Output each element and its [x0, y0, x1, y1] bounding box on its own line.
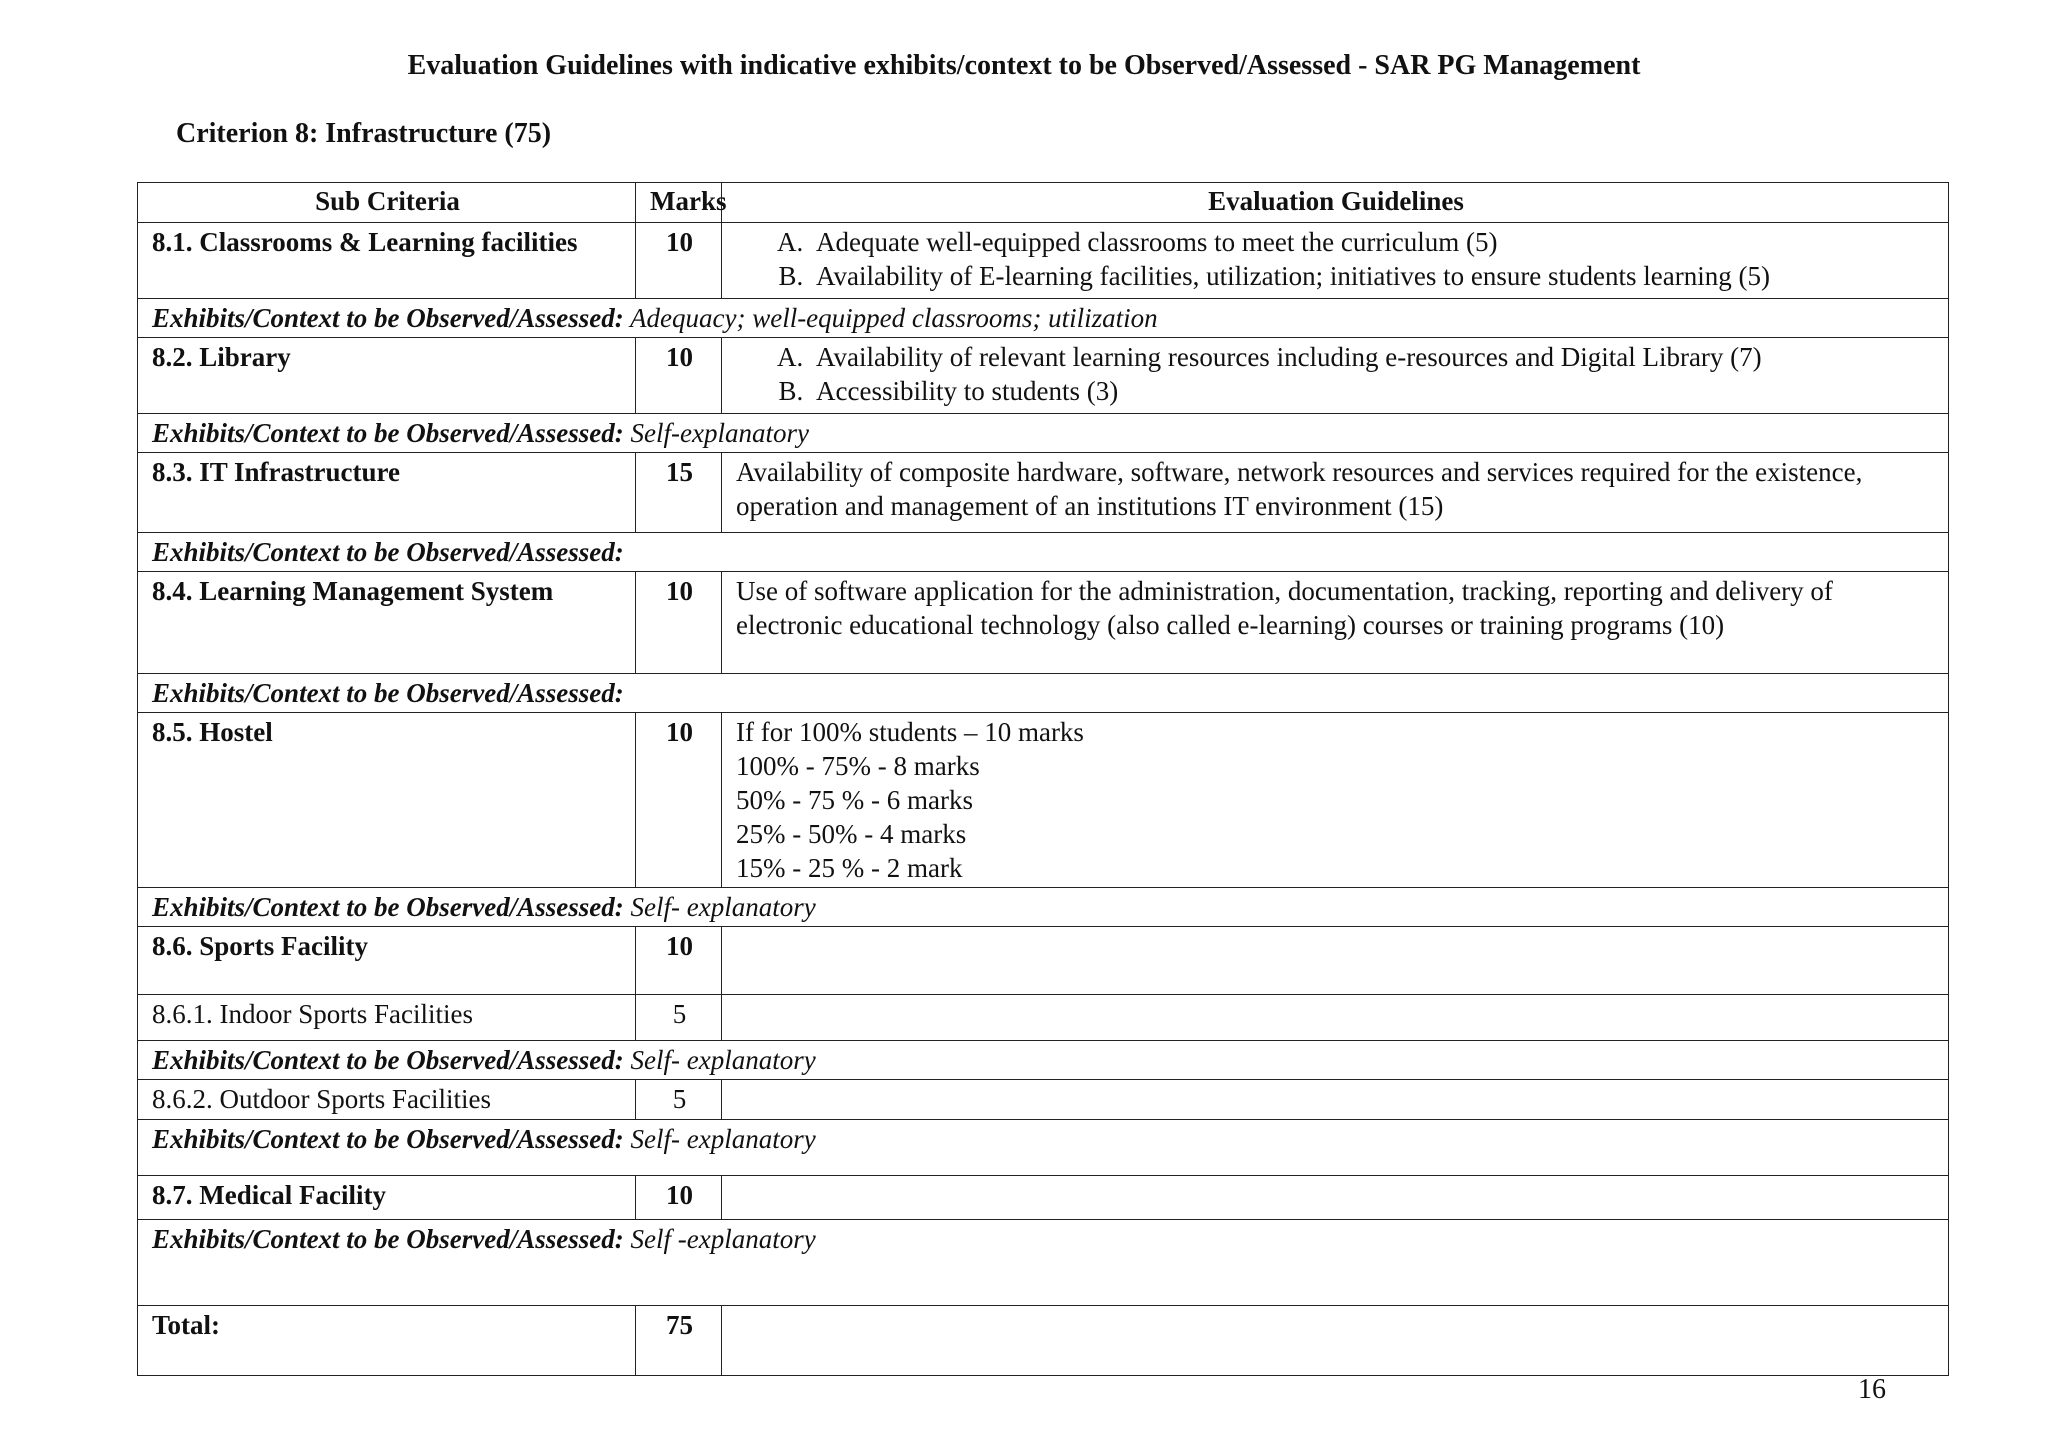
- exhibit-label: Exhibits/Context to be Observed/Assessed:: [152, 1124, 624, 1154]
- criterion-heading: Criterion 8: Infrastructure (75): [176, 118, 552, 149]
- guidelines-cell: [722, 338, 1949, 414]
- guidelines-list: [736, 225, 1936, 293]
- exhibit-row: [138, 1120, 1949, 1176]
- exhibit-row: [138, 1220, 1949, 1306]
- exhibit-text: Self- explanatory: [623, 1045, 816, 1075]
- table-row: [138, 338, 1949, 414]
- marks-cell: 10: [636, 927, 722, 995]
- guideline-line: 25% - 50% - 4 marks: [736, 819, 967, 849]
- table-row: [138, 1176, 1949, 1220]
- guidelines-cell: [722, 1306, 1949, 1376]
- exhibit-label: Exhibits/Context to be Observed/Assessed:: [152, 418, 624, 448]
- marks-cell: 10: [636, 572, 722, 674]
- exhibit-text: Self- explanatory: [623, 1124, 816, 1154]
- exhibit-label: Exhibits/Context to be Observed/Assessed:: [152, 678, 624, 708]
- evaluation-table: [137, 182, 1949, 1376]
- total-row: [138, 1306, 1949, 1376]
- table-row: [138, 995, 1949, 1041]
- exhibit-row: [138, 674, 1949, 713]
- table-row: [138, 1080, 1949, 1120]
- exhibit-text: Self- explanatory: [623, 892, 816, 922]
- exhibit-text: Self-explanatory: [623, 418, 809, 448]
- header-sub-criteria: Sub Criteria: [138, 183, 636, 223]
- marks-cell: 10: [636, 223, 722, 299]
- guidelines-cell: [722, 1080, 1949, 1120]
- total-marks: 75: [636, 1306, 722, 1376]
- guideline-line: 15% - 25 % - 2 mark: [736, 853, 963, 883]
- exhibit-cell: [138, 299, 1949, 338]
- total-label: Total:: [138, 1306, 636, 1376]
- table-row: [138, 223, 1949, 299]
- guidelines-cell: [722, 713, 1949, 888]
- table-row: [138, 927, 1949, 995]
- exhibit-row: [138, 888, 1949, 927]
- sub-criteria-cell: 8.2. Library: [138, 338, 636, 414]
- sub-criteria-cell: 8.5. Hostel: [138, 713, 636, 888]
- guideline-item: A. Availability of relevant learning resources including e-resources and Digital Library (7): [810, 340, 1936, 374]
- guideline-item: A. Adequate well-equipped classrooms to meet the curriculum (5): [810, 225, 1936, 259]
- exhibit-label: Exhibits/Context to be Observed/Assessed:: [152, 537, 624, 567]
- exhibit-cell: [138, 888, 1949, 927]
- exhibit-cell: [138, 1220, 1949, 1306]
- table-row: [138, 713, 1949, 888]
- document-title: Evaluation Guidelines with indicative exhibits/context to be Observed/Assessed - SAR PG Management: [407, 50, 1641, 81]
- exhibit-label: Exhibits/Context to be Observed/Assessed:: [152, 892, 624, 922]
- table-header-row: [138, 183, 1949, 223]
- guidelines-cell: [722, 223, 1949, 299]
- marks-cell: 10: [636, 1176, 722, 1220]
- sub-criteria-cell: 8.6.2. Outdoor Sports Facilities: [138, 1080, 636, 1120]
- exhibit-label: Exhibits/Context to be Observed/Assessed:: [152, 1045, 624, 1075]
- sub-criteria-cell: 8.4. Learning Management System: [138, 572, 636, 674]
- exhibit-text: Self -explanatory: [623, 1224, 816, 1254]
- guidelines-cell: Use of software application for the administration, documentation, tracking, reporting and delivery of electronic educational technology (also called e-learning) courses or training programs (10): [722, 572, 1949, 674]
- marks-cell: 15: [636, 453, 722, 533]
- marks-cell: 5: [636, 995, 722, 1041]
- exhibit-row: [138, 414, 1949, 453]
- sub-criteria-cell: 8.3. IT Infrastructure: [138, 453, 636, 533]
- sub-criteria-cell: 8.1. Classrooms & Learning facilities: [138, 223, 636, 299]
- marks-cell: 10: [636, 338, 722, 414]
- exhibit-row: [138, 533, 1949, 572]
- guidelines-cell: Availability of composite hardware, software, network resources and services required for the existence, operation and management of an institutions IT environment (15): [722, 453, 1949, 533]
- guidelines-cell: [722, 995, 1949, 1041]
- header-evaluation-guidelines: Evaluation Guidelines: [722, 183, 1949, 223]
- exhibit-row: [138, 1041, 1949, 1080]
- table-row: [138, 453, 1949, 533]
- exhibit-label: Exhibits/Context to be Observed/Assessed:: [152, 1224, 624, 1254]
- guideline-line: If for 100% students – 10 marks: [736, 717, 1084, 747]
- page-number: 16: [1858, 1374, 1886, 1405]
- exhibit-cell: [138, 414, 1949, 453]
- guideline-item: B. Accessibility to students (3): [810, 374, 1936, 408]
- exhibit-text: Adequacy; well-equipped classrooms; utilization: [623, 303, 1158, 333]
- marks-cell: 5: [636, 1080, 722, 1120]
- exhibit-cell: [138, 674, 1949, 713]
- exhibit-cell: [138, 533, 1949, 572]
- marks-cell: 10: [636, 713, 722, 888]
- guidelines-cell: [722, 927, 1949, 995]
- exhibit-label: Exhibits/Context to be Observed/Assessed:: [152, 303, 624, 333]
- guideline-item: B. Availability of E-learning facilities, utilization; initiatives to ensure students learning (5): [810, 259, 1936, 293]
- guideline-line: 50% - 75 % - 6 marks: [736, 785, 973, 815]
- guideline-line: 100% - 75% - 8 marks: [736, 751, 980, 781]
- sub-criteria-cell: 8.6.1. Indoor Sports Facilities: [138, 995, 636, 1041]
- sub-criteria-cell: 8.6. Sports Facility: [138, 927, 636, 995]
- header-marks: Marks: [636, 183, 722, 223]
- exhibit-row: [138, 299, 1949, 338]
- exhibit-cell: [138, 1120, 1949, 1176]
- exhibit-cell: [138, 1041, 1949, 1080]
- table-row: [138, 572, 1949, 674]
- guidelines-list: [736, 340, 1936, 408]
- sub-criteria-cell: 8.7. Medical Facility: [138, 1176, 636, 1220]
- guidelines-cell: [722, 1176, 1949, 1220]
